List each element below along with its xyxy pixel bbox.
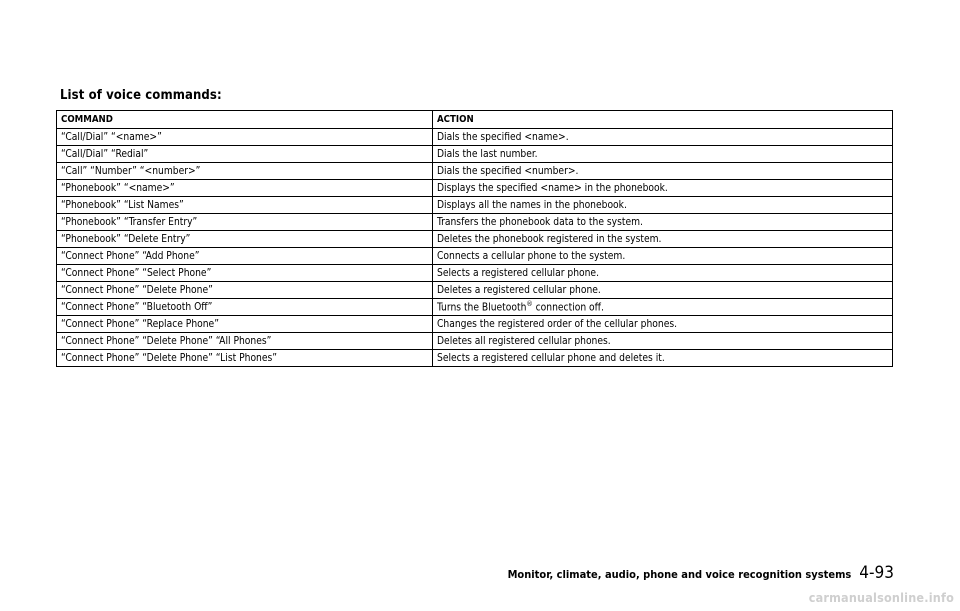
- action-text: connection off.: [535, 302, 604, 314]
- action-text: Turns the Bluetooth: [437, 302, 527, 314]
- command-cell: “Phonebook” “Transfer Entry”: [57, 214, 433, 231]
- action-cell: Selects a registered cellular phone and deletes it.: [433, 350, 893, 367]
- page-heading: List of voice commands:: [60, 88, 222, 103]
- table-row: [57, 350, 893, 367]
- page-number: 4-93: [859, 563, 894, 583]
- action-cell: Deletes all registered cellular phones.: [433, 333, 893, 350]
- action-cell: Changes the registered order of the cellular phones.: [433, 316, 893, 333]
- footer-section-title: Monitor, climate, audio, phone and voice recognition systems: [507, 568, 852, 581]
- action-cell: Dials the specified <name>.: [433, 129, 893, 146]
- page-footer: [508, 563, 894, 583]
- table-row: [57, 299, 893, 316]
- command-cell: “Connect Phone” “Select Phone”: [57, 265, 433, 282]
- command-cell: “Connect Phone” “Add Phone”: [57, 248, 433, 265]
- table-row: [57, 214, 893, 231]
- table-row: [57, 180, 893, 197]
- command-cell: “Connect Phone” “Bluetooth Off”: [57, 299, 433, 316]
- table-row: [57, 316, 893, 333]
- action-cell: Connects a cellular phone to the system.: [433, 248, 893, 265]
- command-cell: “Phonebook” “<name>”: [57, 180, 433, 197]
- table-row: [57, 333, 893, 350]
- command-cell: “Call/Dial” “Redial”: [57, 146, 433, 163]
- action-cell: Displays the specified <name> in the phonebook.: [433, 180, 893, 197]
- command-cell: “Call” “Number” “<number>”: [57, 163, 433, 180]
- column-header-action: ACTION: [433, 111, 893, 129]
- command-cell: “Phonebook” “List Names”: [57, 197, 433, 214]
- table-row: [57, 197, 893, 214]
- action-cell: [433, 299, 893, 316]
- action-cell: Deletes a registered cellular phone.: [433, 282, 893, 299]
- action-cell: Deletes the phonebook registered in the system.: [433, 231, 893, 248]
- action-cell: Displays all the names in the phonebook.: [433, 197, 893, 214]
- table-row: [57, 248, 893, 265]
- action-cell: Dials the specified <number>.: [433, 163, 893, 180]
- table-row: [57, 231, 893, 248]
- command-cell: “Connect Phone” “Delete Phone” “List Phones”: [57, 350, 433, 367]
- table-row: [57, 265, 893, 282]
- table-row: [57, 129, 893, 146]
- table-row: [57, 146, 893, 163]
- action-cell: Transfers the phonebook data to the system.: [433, 214, 893, 231]
- table-row: [57, 163, 893, 180]
- command-cell: “Connect Phone” “Replace Phone”: [57, 316, 433, 333]
- command-cell: “Call/Dial” “<name>”: [57, 129, 433, 146]
- command-cell: “Connect Phone” “Delete Phone” “All Phones”: [57, 333, 433, 350]
- table-header-row: [57, 111, 893, 129]
- registered-trademark-symbol: ®: [526, 300, 533, 309]
- watermark: carmanualsonline.info: [808, 590, 954, 605]
- column-header-command: COMMAND: [57, 111, 433, 129]
- action-cell: Dials the last number.: [433, 146, 893, 163]
- command-cell: “Phonebook” “Delete Entry”: [57, 231, 433, 248]
- table-row: [57, 282, 893, 299]
- command-cell: “Connect Phone” “Delete Phone”: [57, 282, 433, 299]
- action-cell: Selects a registered cellular phone.: [433, 265, 893, 282]
- voice-commands-table: [56, 110, 893, 367]
